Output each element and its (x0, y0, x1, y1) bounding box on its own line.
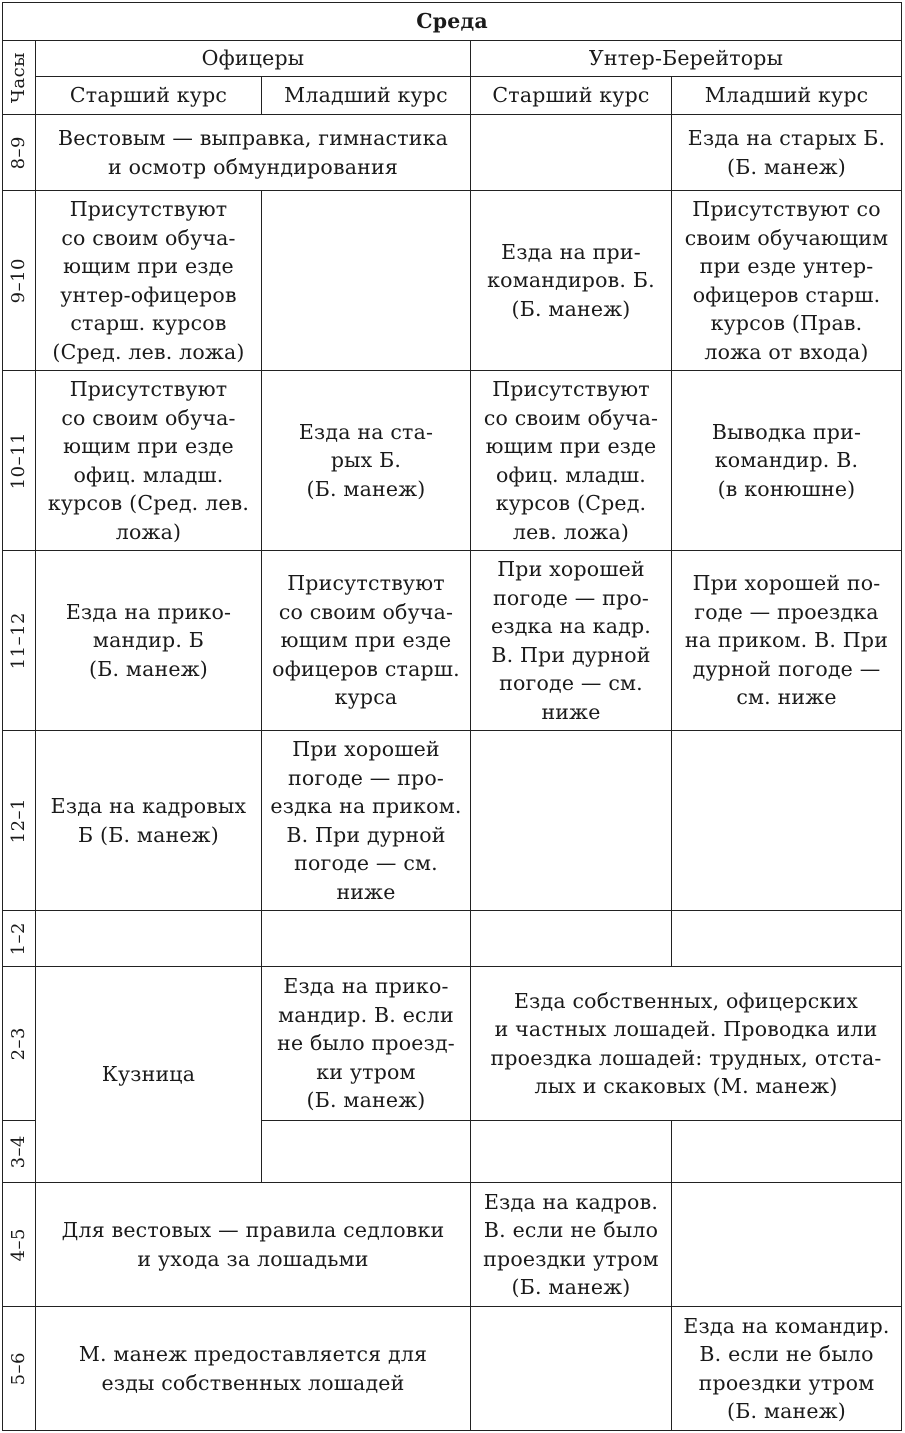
schedule-table (2, 2, 902, 1431)
hour-label-text: 4–5 (8, 1227, 29, 1262)
hour-label (3, 191, 36, 371)
course-header: Старший курс (471, 77, 672, 115)
schedule-cell (471, 551, 672, 731)
title-row (3, 3, 902, 41)
group-unter-bereitors: Унтер-Берейторы (471, 41, 902, 77)
schedule-cell (262, 967, 471, 1121)
schedule-cell (672, 115, 902, 191)
course-header: Младший курс (672, 77, 902, 115)
course-header: Младший курс (262, 77, 471, 115)
schedule-cell (36, 371, 262, 551)
schedule-cell (262, 731, 471, 911)
empty-cell (672, 731, 902, 911)
course-header-row (3, 77, 902, 115)
hour-label-text: 12–1 (8, 797, 29, 844)
empty-cell (672, 1183, 902, 1307)
hour-row (3, 551, 902, 731)
hours-header-label: Часы (8, 51, 29, 104)
hour-label-text: 9–10 (8, 257, 29, 304)
schedule-cell (672, 551, 902, 731)
cell-text: Для вестовых — правила седловки и ухода за лошадьми (61, 1218, 445, 1271)
schedule-cell (36, 1183, 471, 1307)
hour-row (3, 115, 902, 191)
schedule-cell (36, 967, 262, 1183)
hour-label (3, 1307, 36, 1431)
schedule-cell (471, 967, 902, 1121)
cell-text: Присутствуют со своим обуча- ющим при езде офиц. младш. курсов (Сред. лев. ложа) (483, 377, 659, 544)
group-officers: Офицеры (36, 41, 471, 77)
schedule-page (2, 2, 902, 1431)
hour-row (3, 371, 902, 551)
empty-cell (672, 1121, 902, 1183)
hour-label-text: 1–2 (8, 921, 29, 956)
hour-row (3, 1307, 902, 1431)
cell-text: Кузница (101, 1062, 196, 1087)
cell-text: Езда на старых Б. (Б. манеж) (687, 126, 886, 179)
empty-cell (672, 911, 902, 967)
hour-label-text: 11–12 (8, 611, 29, 670)
schedule-cell (36, 731, 262, 911)
empty-cell (471, 1307, 672, 1431)
empty-cell (471, 1121, 672, 1183)
cell-text: Присутствуют со своим обучающим при езде унтер- офицеров старш. курсов (Прав. ложа от входа) (684, 197, 889, 364)
cell-text: Езда на прико- мандир. В. если не было проезд- ки утром (Б. манеж) (277, 974, 455, 1113)
schedule-cell (262, 371, 471, 551)
schedule-cell (471, 371, 672, 551)
empty-cell (262, 911, 471, 967)
hour-row (3, 911, 902, 967)
hour-label (3, 911, 36, 967)
empty-cell (262, 191, 471, 371)
cell-text: Езда на кадровых Б (Б. манеж) (50, 794, 247, 847)
hour-label (3, 551, 36, 731)
hour-label (3, 115, 36, 191)
hour-label (3, 1183, 36, 1307)
cell-text: Присутствуют со своим обуча- ющим при езде унтер-офицеров старш. курсов (Сред. лев. ложа) (52, 197, 245, 364)
empty-cell (36, 911, 262, 967)
hour-label (3, 371, 36, 551)
schedule-cell (471, 1183, 672, 1307)
cell-text: При хорошей погоде — про- ездка на кадр. В. При дурной погоде — см. ниже (491, 557, 651, 724)
hour-row (3, 967, 902, 1121)
schedule-cell (36, 1307, 471, 1431)
cell-text: Езда на командир. В. если не было проездки утром (Б. манеж) (683, 1313, 890, 1423)
course-header: Старший курс (36, 77, 262, 115)
hour-label-text: 10–11 (8, 431, 29, 490)
cell-text: М. манеж предоставляется для езды собственных лошадей (78, 1342, 428, 1395)
cell-text: При хорошей погоде — про- ездка на приком. В. При дурной погоде — см. ниже (270, 737, 462, 904)
schedule-cell (36, 551, 262, 731)
hour-label (3, 1121, 36, 1183)
schedule-cell (262, 551, 471, 731)
cell-text: Езда собственных, офицерских и частных лошадей. Проводка или проездка лошадей: трудных, отста- лых и скаковых (М. манеж) (490, 988, 882, 1098)
schedule-cell (36, 115, 471, 191)
group-header-row (3, 41, 902, 77)
hour-label-text: 2–3 (8, 1026, 29, 1061)
empty-cell (471, 115, 672, 191)
schedule-cell (36, 191, 262, 371)
hour-row (3, 731, 902, 911)
cell-text: Езда на при- командиров. Б. (Б. манеж) (487, 239, 655, 321)
cell-text: Езда на кадров. В. если не было проездки утром (Б. манеж) (483, 1189, 659, 1299)
schedule-cell (471, 191, 672, 371)
hour-label (3, 731, 36, 911)
cell-text: Езда на прико- мандир. Б (Б. манеж) (65, 599, 232, 681)
schedule-cell (672, 1307, 902, 1431)
day-title: Среда (3, 3, 902, 41)
empty-cell (262, 1121, 471, 1183)
cell-text: Присутствуют со своим обуча- ющим при езде офиц. младш. курсов (Сред. лев. ложа) (47, 377, 250, 544)
schedule-cell (672, 191, 902, 371)
cell-text: Выводка при- командир. В. (в конюшне) (711, 419, 862, 501)
cell-text: При хорошей по- годе — проездка на приком. В. При дурной погоде — см. ниже (684, 571, 889, 710)
empty-cell (471, 731, 672, 911)
hour-label (3, 967, 36, 1121)
hour-label-text: 5–6 (8, 1351, 29, 1386)
cell-text: Присутствуют со своим обуча- ющим при езде офицеров старш. курса (272, 571, 460, 710)
hour-label-text: 3–4 (8, 1134, 29, 1169)
hour-row (3, 1183, 902, 1307)
schedule-cell (672, 371, 902, 551)
hour-label-text: 8–9 (8, 135, 29, 170)
empty-cell (471, 911, 672, 967)
hour-row (3, 191, 902, 371)
cell-text: Езда на ста- рых Б. (Б. манеж) (298, 419, 434, 501)
hours-header (3, 41, 36, 115)
cell-text: Вестовым — выправка, гимнастика и осмотр обмундирования (57, 126, 449, 179)
